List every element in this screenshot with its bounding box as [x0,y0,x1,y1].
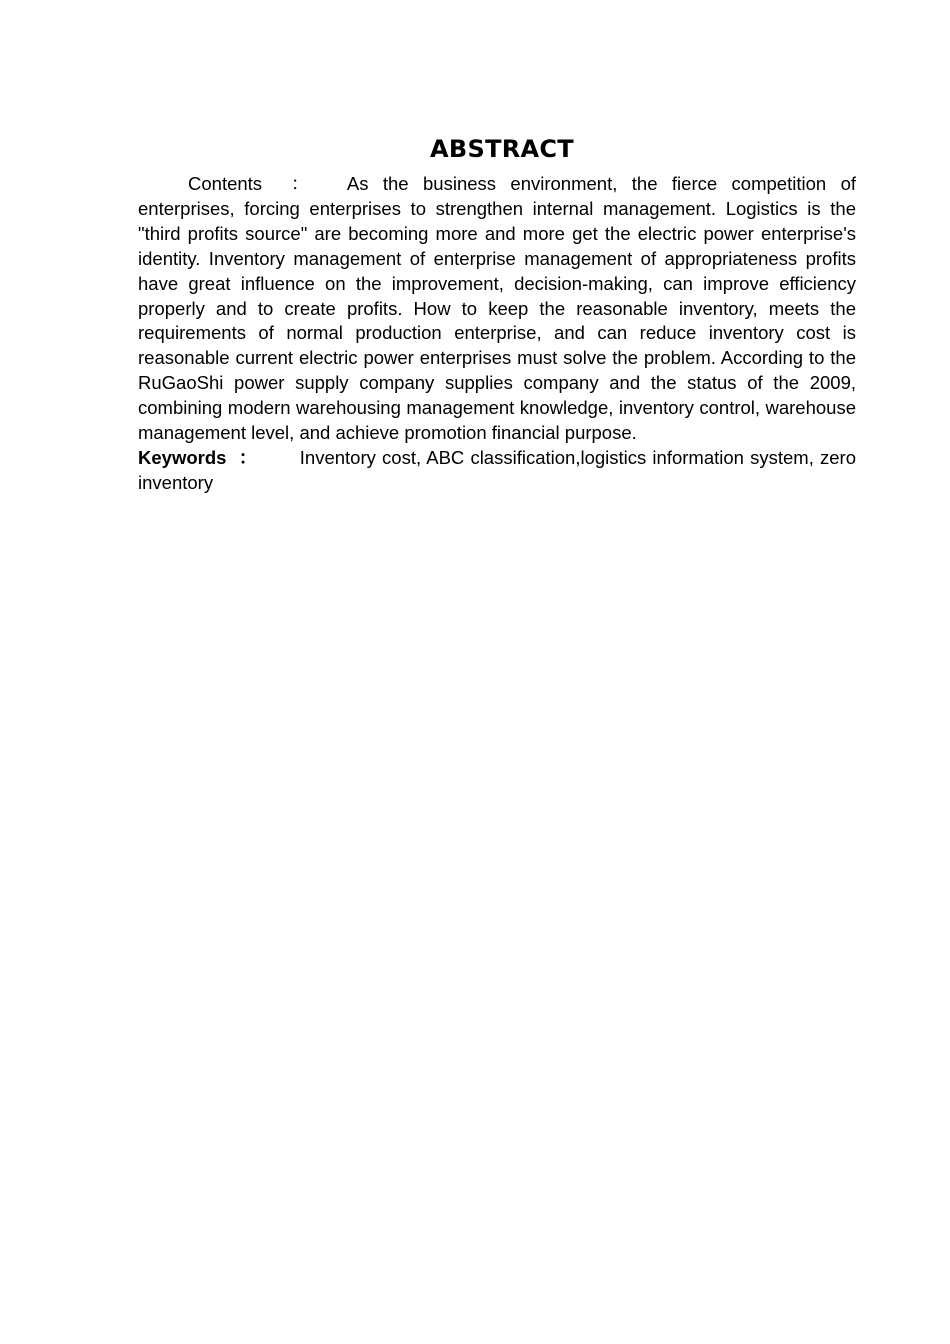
keywords-paragraph [138,446,856,496]
page-title: ABSTRACT [430,135,574,163]
abstract-text: As the business environment, the fierce competition of enterprises, forcing enterprises to strengthen internal management. Logistics is the "third profits source" are becoming more and more get the electric power enterprise's identity. Inventory management of enterprise management of appropriateness profits have great influence on the improvement, decision-making, can improve efficiency properly and to create profits. How to keep the reasonable inventory, meets the requirements of normal production enterprise, and can reduce inventory cost is reasonable current electric power enterprises must solve the problem. According to the RuGaoShi power supply company supplies company and the status of the 2009, combining modern warehousing management knowledge, inventory control, warehouse management level, and achieve promotion financial purpose. [138,173,856,444]
abstract-paragraph [138,172,856,446]
keywords-text: Inventory cost, ABC classification,logistics information system, zero inventory [138,446,856,493]
abstract-section [138,132,856,496]
keywords-label-separator: ： [238,446,258,468]
abstract-label-separator: ： [290,173,310,194]
keywords-label: Keywords [138,446,227,468]
abstract-label: Contents [188,173,263,194]
